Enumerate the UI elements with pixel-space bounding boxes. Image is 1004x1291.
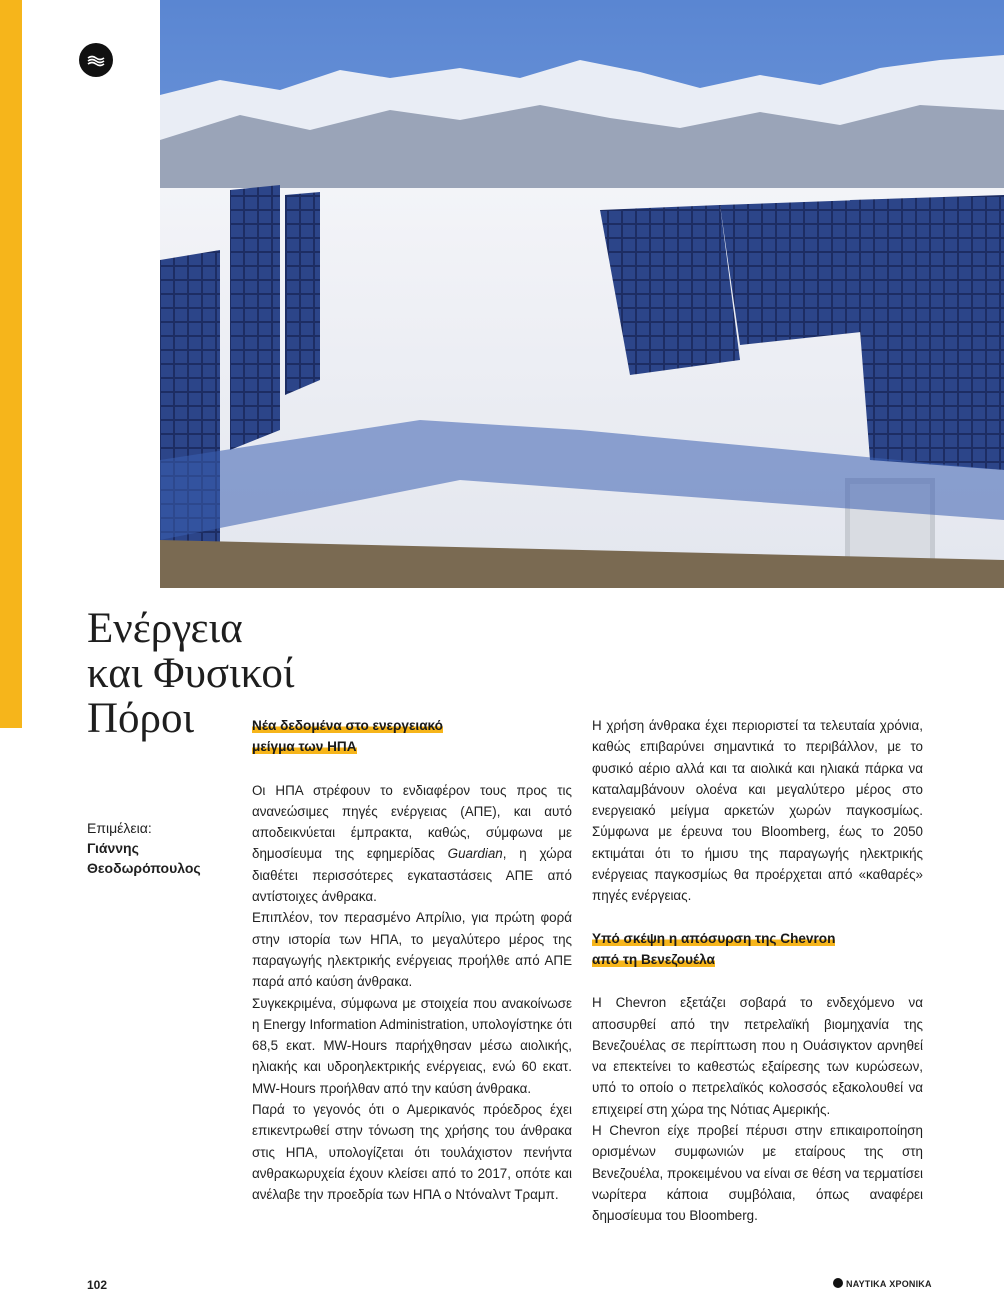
paragraph-text-end: , η χώρα διαθέτει περισσότερες εγκαταστάσεις ΑΠΕ από αντίστοιχες άνθρακα.: [252, 846, 572, 905]
title-line-2: και Φυσικοί: [87, 650, 295, 697]
paragraph-text: Οι ΗΠΑ στρέφουν το ενδιαφέρον τους προς τις ανανεώσιμες πηγές ενέργειας (ΑΠΕ), και αυτό αποδεικνύεται έμπρακτα, καθώς, σύμφωνα με δημοσίευμα της εφημερίδας: [252, 782, 572, 862]
paragraph: Η Chevron εξετάζει σοβαρά το ενδεχόμενο να αποσυρθεί από την πετρελαϊκή βιομηχανία της Βενεζουέλας σε περίπτωση που η Ουάσιγκτον αρνηθεί να επεκτείνει το καθεστώς εξαίρεσης των κυρώσεων, υπό το οποίο ο πετρελαϊκός κολοσσός εξακολουθεί να επιχειρεί στη χώρα της Νότιας Αμερικής.: [592, 995, 923, 1117]
subheading-line-2: μείγμα των ΗΠΑ: [252, 739, 357, 755]
subheading-line-1: Υπό σκέψη η απόσυρση της Chevron: [592, 930, 836, 946]
title-line-3: Πόροι: [87, 695, 195, 742]
accent-bar: [0, 0, 22, 728]
editor-credit: [87, 818, 201, 878]
brand-icon: [833, 1278, 843, 1288]
credit-name-first: Γιάννης: [87, 840, 139, 856]
subheading-line-2: από τη Βενεζουέλα: [592, 951, 715, 967]
credit-label: Επιμέλεια:: [87, 820, 152, 836]
credit-name-last: Θεοδωρόπουλος: [87, 860, 201, 876]
page-number: 102: [87, 1278, 108, 1291]
paragraph: [252, 780, 572, 908]
title-line-1: Ενέργεια: [87, 605, 243, 652]
paragraph: Η Chevron είχε προβεί πέρυσι στην επικαιροποίηση ορισμένων συμφωνιών με εταίρους της στη Βενεζουέλα, προκειμένου να είναι σε θέση να τερματίσει νωρίτερα κάποια συμβόλαια, όπως αναφέρει δημοσίευμα του Bloomberg.: [592, 1123, 923, 1224]
subheading-chevron: [592, 928, 923, 971]
paragraph: Παρά το γεγονός ότι ο Αμερικανός πρόεδρος έχει επικεντρωθεί στην τόνωση της χρήσης του άνθρακα στις ΗΠΑ, υπολογίζεται ότι τουλάχιστον πενήντα ανθρακωρυχεία έχουν κλείσει από το 2017, οπότε και ανέλαβε την προεδρία των ΗΠΑ ο Ντόναλντ Τραμπ.: [252, 1102, 572, 1203]
article-column-2: [592, 715, 923, 1227]
publication-brand: [833, 1278, 932, 1289]
subheading-us-energy: [252, 715, 572, 758]
solar-farm-photo: [160, 0, 1004, 588]
newspaper-name: Guardian: [447, 846, 503, 862]
brand-name: ΝΑΥΤΙΚΑ ΧΡΟΝΙΚΑ: [846, 1279, 932, 1289]
waves-icon: [79, 43, 113, 77]
paragraph: Επιπλέον, τον περασμένο Απρίλιο, για πρώτη φορά στην ιστορία των ΗΠΑ, το μεγαλύτερο μέρος της παραγωγής ηλεκτρικής ενέργειας προήλθε από ΑΠΕ παρά από καύση άνθρακα.: [252, 910, 572, 990]
paragraph: Η χρήση άνθρακα έχει περιοριστεί τα τελευταία χρόνια, καθώς επιβαρύνει σημαντικά το περιβάλλον, με το φυσικό αέριο αλλά και τα αιολικά και ηλιακά πάρκα να καταλαμβάνουν ολοένα και μεγαλύτερο μέρος στο ενεργειακό μείγμα αρκετών χωρών παγκοσμίως. Σύμφωνα με έρευνα του Bloomberg, έως το 2050 εκτιμάται ότι το ήμισυ της παραγωγής ηλεκτρικής ενέργειας παγκοσμίως θα προέρχεται από «καθαρές» πηγές ενέργειας.: [592, 718, 923, 904]
paragraph: Συγκεκριμένα, σύμφωνα με στοιχεία που ανακοίνωσε η Energy Information Administration, υπολογίστηκε ότι 68,5 εκατ. MW-Hours παρήχθησαν μέσω αιολικής, ηλιακής και υδροηλεκτρικής ενέργειας, ενώ 60 εκατ. MW-Hours προήλθαν από την καύση άνθρακα.: [252, 995, 572, 1096]
subheading-line-1: Νέα δεδομένα στο ενεργειακό: [252, 718, 443, 733]
article-column-1: [252, 715, 572, 1206]
